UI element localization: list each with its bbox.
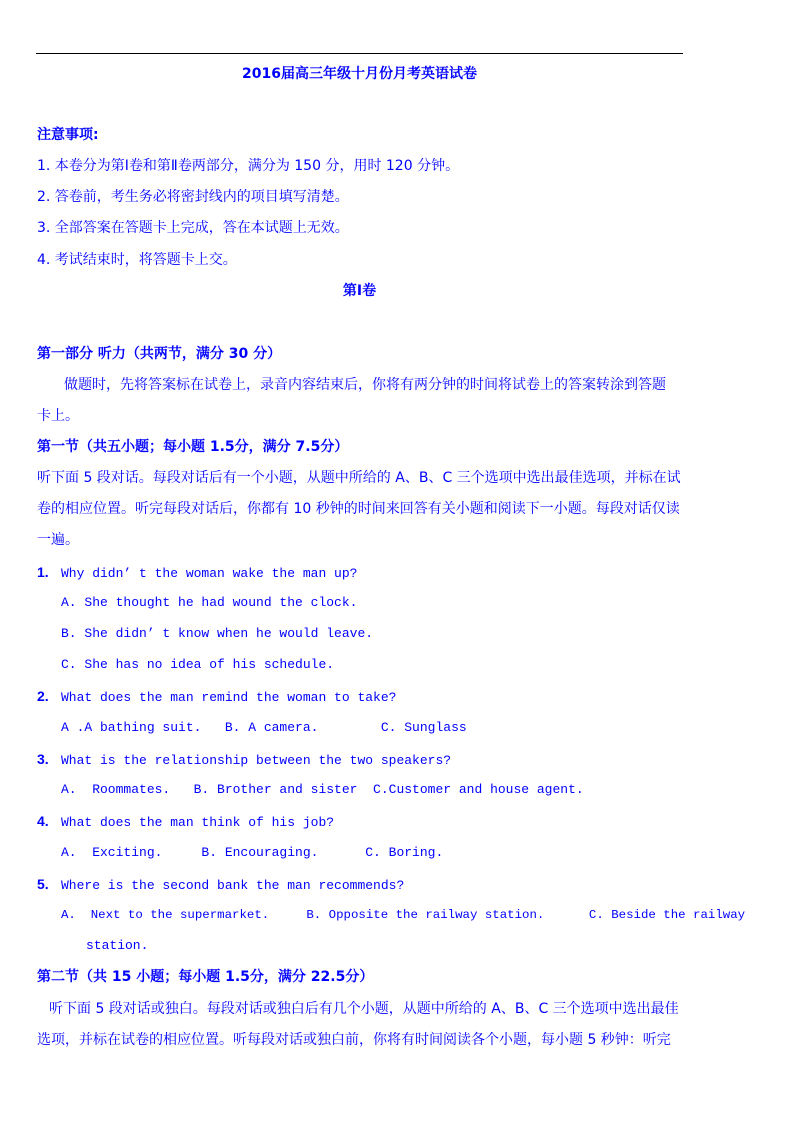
section2-instructions-line1: 听下面 5 段对话或独白。每段对话或独白后有几个小题，从题中所给的 A、B、C 三个选项中选出最佳: [49, 1001, 679, 1017]
question-number: 2.: [37, 688, 49, 704]
part1-intro-line1: 做题时，先将答案标在试卷上，录音内容结束后，你将有两分钟的时间将试卷上的答案转涂到答题: [64, 377, 666, 393]
question-5-options-continued: station.: [86, 938, 149, 953]
question-5-options: A. Next to the supermarket. B. Opposite the railway station. C. Beside the railway: [61, 908, 746, 922]
question-1-option-b: B. She didn’ t know when he would leave.: [61, 626, 374, 641]
part1-intro-line2: 卡上。: [37, 408, 79, 424]
notice-item-4: 4. 考试结束时，将答题卡上交。: [37, 252, 237, 268]
notice-item-1: 1. 本卷分为第Ⅰ卷和第Ⅱ卷两部分，满分为 150 分，用时 120 分钟。: [37, 158, 460, 174]
volume-title: 第Ⅰ卷: [342, 283, 377, 299]
question-4-options: A. Exciting. B. Encouraging. C. Boring.: [61, 845, 444, 860]
document-title: 2016届高三年级十月份月考英语试卷: [242, 66, 477, 82]
question-text: What is the relationship between the two speakers?: [61, 753, 452, 768]
question-text: What does the man think of his job?: [61, 815, 335, 830]
question-number: 4.: [37, 813, 49, 829]
question-text: Where is the second bank the man recommends?: [61, 878, 405, 893]
question-2: [37, 688, 396, 706]
part1-heading: 第一部分 听力（共两节，满分 30 分）: [37, 346, 282, 362]
question-2-options: A .A bathing suit. B. A camera. C. Sunglass: [61, 720, 467, 735]
section2-heading: 第二节（共 15 小题；每小题 1.5分，满分 22.5分）: [37, 969, 374, 985]
header-rule: [36, 53, 683, 54]
section1-instructions-line1: 听下面 5 段对话。每段对话后有一个小题，从题中所给的 A、B、C 三个选项中选出最佳选项，并标在试: [37, 470, 681, 486]
question-1-option-a: A. She thought he had wound the clock.: [61, 595, 358, 610]
question-number: 5.: [37, 876, 49, 892]
notice-item-3: 3. 全部答案在答题卡上完成，答在本试题上无效。: [37, 220, 349, 236]
section1-heading: 第一节（共五小题；每小题 1.5分，满分 7.5分）: [37, 439, 349, 455]
question-text: Why didn’ t the woman wake the man up?: [61, 566, 358, 581]
section1-instructions-line3: 一遍。: [37, 532, 79, 548]
question-text: What does the man remind the woman to take?: [61, 690, 397, 705]
question-number: 3.: [37, 751, 49, 767]
notice-heading: 注意事项:: [37, 127, 99, 143]
question-1-option-c: C. She has no idea of his schedule.: [61, 657, 335, 672]
question-1: [37, 564, 357, 582]
question-number: 1.: [37, 564, 49, 580]
question-3-options: A. Roommates. B. Brother and sister C.Customer and house agent.: [61, 782, 584, 797]
question-5: [37, 876, 404, 894]
question-4: [37, 813, 334, 831]
question-3: [37, 751, 451, 769]
notice-item-2: 2. 答卷前，考生务必将密封线内的项目填写清楚。: [37, 189, 349, 205]
section1-instructions-line2: 卷的相应位置。听完每段对话后，你都有 10 秒钟的时间来回答有关小题和阅读下一小题。每段对话仅读: [37, 501, 680, 517]
section2-instructions-line2: 选项，并标在试卷的相应位置。听每段对话或独白前，你将有时间阅读各个小题，每小题 5 秒钟：听完: [37, 1032, 671, 1048]
